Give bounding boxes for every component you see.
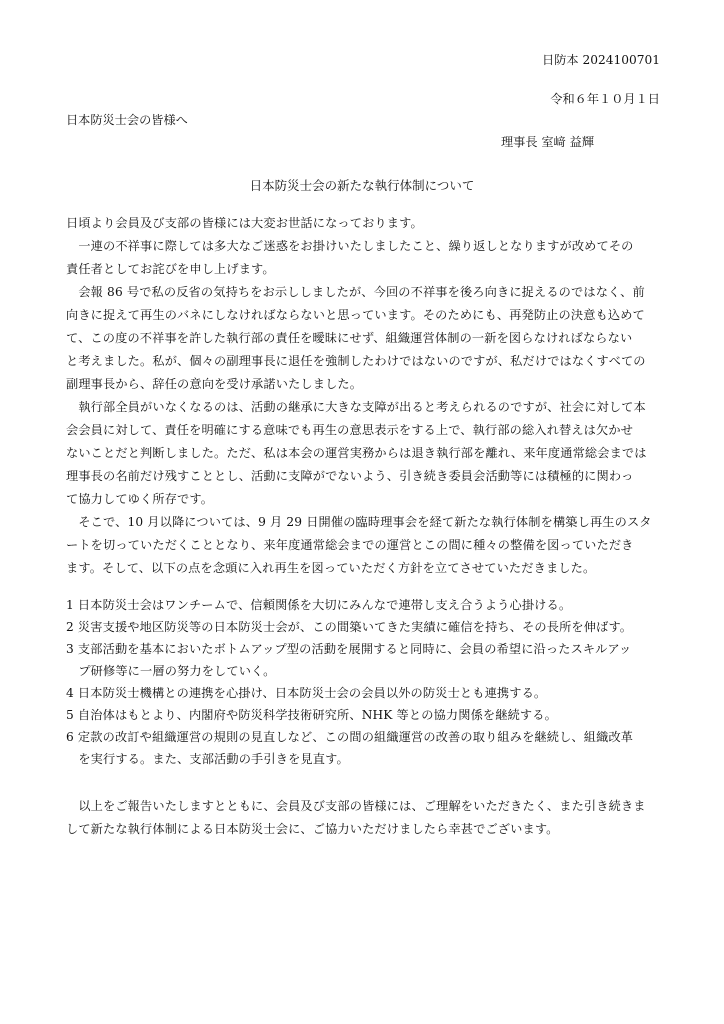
closing-line: して新たな執行体制による日本防災士会に、ご協力いただけましたら幸甚でございます。 [66, 822, 559, 836]
body-line: ます。そして、以下の点を念頭に入れ再生を図っていただく方針を立てさせていただきました。 [66, 561, 596, 575]
body-line: 会報 86 号で私の反省の気持ちをお示ししましたが、今回の不祥事を後ろ向きに捉えるのではなく、前 [66, 285, 645, 299]
body-line: ないことだと判断しました。ただ、私は本会の運営実務からは退き執行部を離れ、来年度通常総会までは [66, 446, 647, 460]
list-line: 6 定款の改訂や組織運営の規則の見直しなど、この間の組織運営の改善の取り組みを継続し、組織改革 [66, 730, 634, 744]
document-title: 日本防災士会の新たな執行体制について [249, 178, 475, 193]
list-line: 2 災害支援や地区防災等の日本防災士会が、この間築いてきた実績に確信を持ち、その長所を伸ばす。 [66, 620, 633, 634]
body-line: と考えました。私が、個々の副理事長に退任を強制したわけではないのですが、私だけではなくすべての [66, 354, 646, 368]
addressee: 日本防災士会の皆様へ [66, 113, 188, 127]
list-line: 4 日本防災士機構との連携を心掛け、日本防災士会の会員以外の防災士とも連携する。 [66, 686, 547, 700]
list-line: 5 自治体はもとより、内閣府や防災科学技術研究所、NHK 等との協力関係を継続する。 [66, 708, 557, 722]
body-line: 日頃より会員及び支部の皆様には大変お世話になっております。 [66, 216, 423, 230]
body-line: て、この度の不祥事を許した執行部の責任を曖昧にせず、組織運営体制の一新を図らなければならない [66, 331, 633, 345]
body-line: 一連の不祥事に際しては多大なご迷惑をお掛けいたしましたこと、繰り返しとなりますが改めてその [66, 239, 634, 253]
sender: 理事長 室﨑 益輝 [501, 135, 595, 149]
body-line: 責任者としてお詫びを申し上げます。 [66, 262, 275, 276]
list-line: を実行する。また、支部活動の手引きを見直す。 [66, 752, 349, 766]
document-number: 日防本 2024100701 [542, 53, 660, 67]
body-line: 向きに捉えて再生のバネにしなければならないと思っています。そのためにも、再発防止の決意も込めて [66, 308, 645, 322]
body-line: 副理事長から、辞任の意向を受け承諾いたしました。 [66, 377, 363, 391]
body-line: ートを切っていただくこととなり、来年度通常総会までの運営とこの間に種々の整備を図っていただき [66, 538, 634, 552]
body-line: 執行部全員がいなくなるのは、活動の継承に大きな支障が出ると考えられるのですが、社会に対して本 [66, 400, 646, 414]
closing-line: 以上をご報告いたしますとともに、会員及び支部の皆様には、ご理解をいただきたく、また引き続きま [66, 799, 646, 813]
document-date: 令和６年１０月１日 [550, 92, 660, 106]
body-line: 会会員に対して、責任を明確にする意味でも再生の意思表示をする上で、執行部の総入れ替えは欠かせ [66, 423, 634, 437]
list-line: 1 日本防災士会はワンチームで、信頼関係を大切にみんなで連帯し支え合うよう心掛ける。 [66, 598, 572, 612]
body-line: て協力してゆく所存です。 [66, 492, 214, 506]
list-line: 3 支部活動を基本においたボトムアップ型の活動を展開すると同時に、会員の希望に沿ったスキルアッ [66, 642, 632, 656]
body-line: そこで、10 月以降については、9 月 29 日開催の臨時理事会を経て新たな執行体制を構築し再生のスタ [66, 515, 652, 529]
body-line: 理事長の名前だけ残すこととし、活動に支障がでないよう、引き続き委員会活動等には積極的に関わっ [66, 469, 634, 483]
list-line: プ研修等に一層の努力をしていく。 [66, 664, 276, 678]
